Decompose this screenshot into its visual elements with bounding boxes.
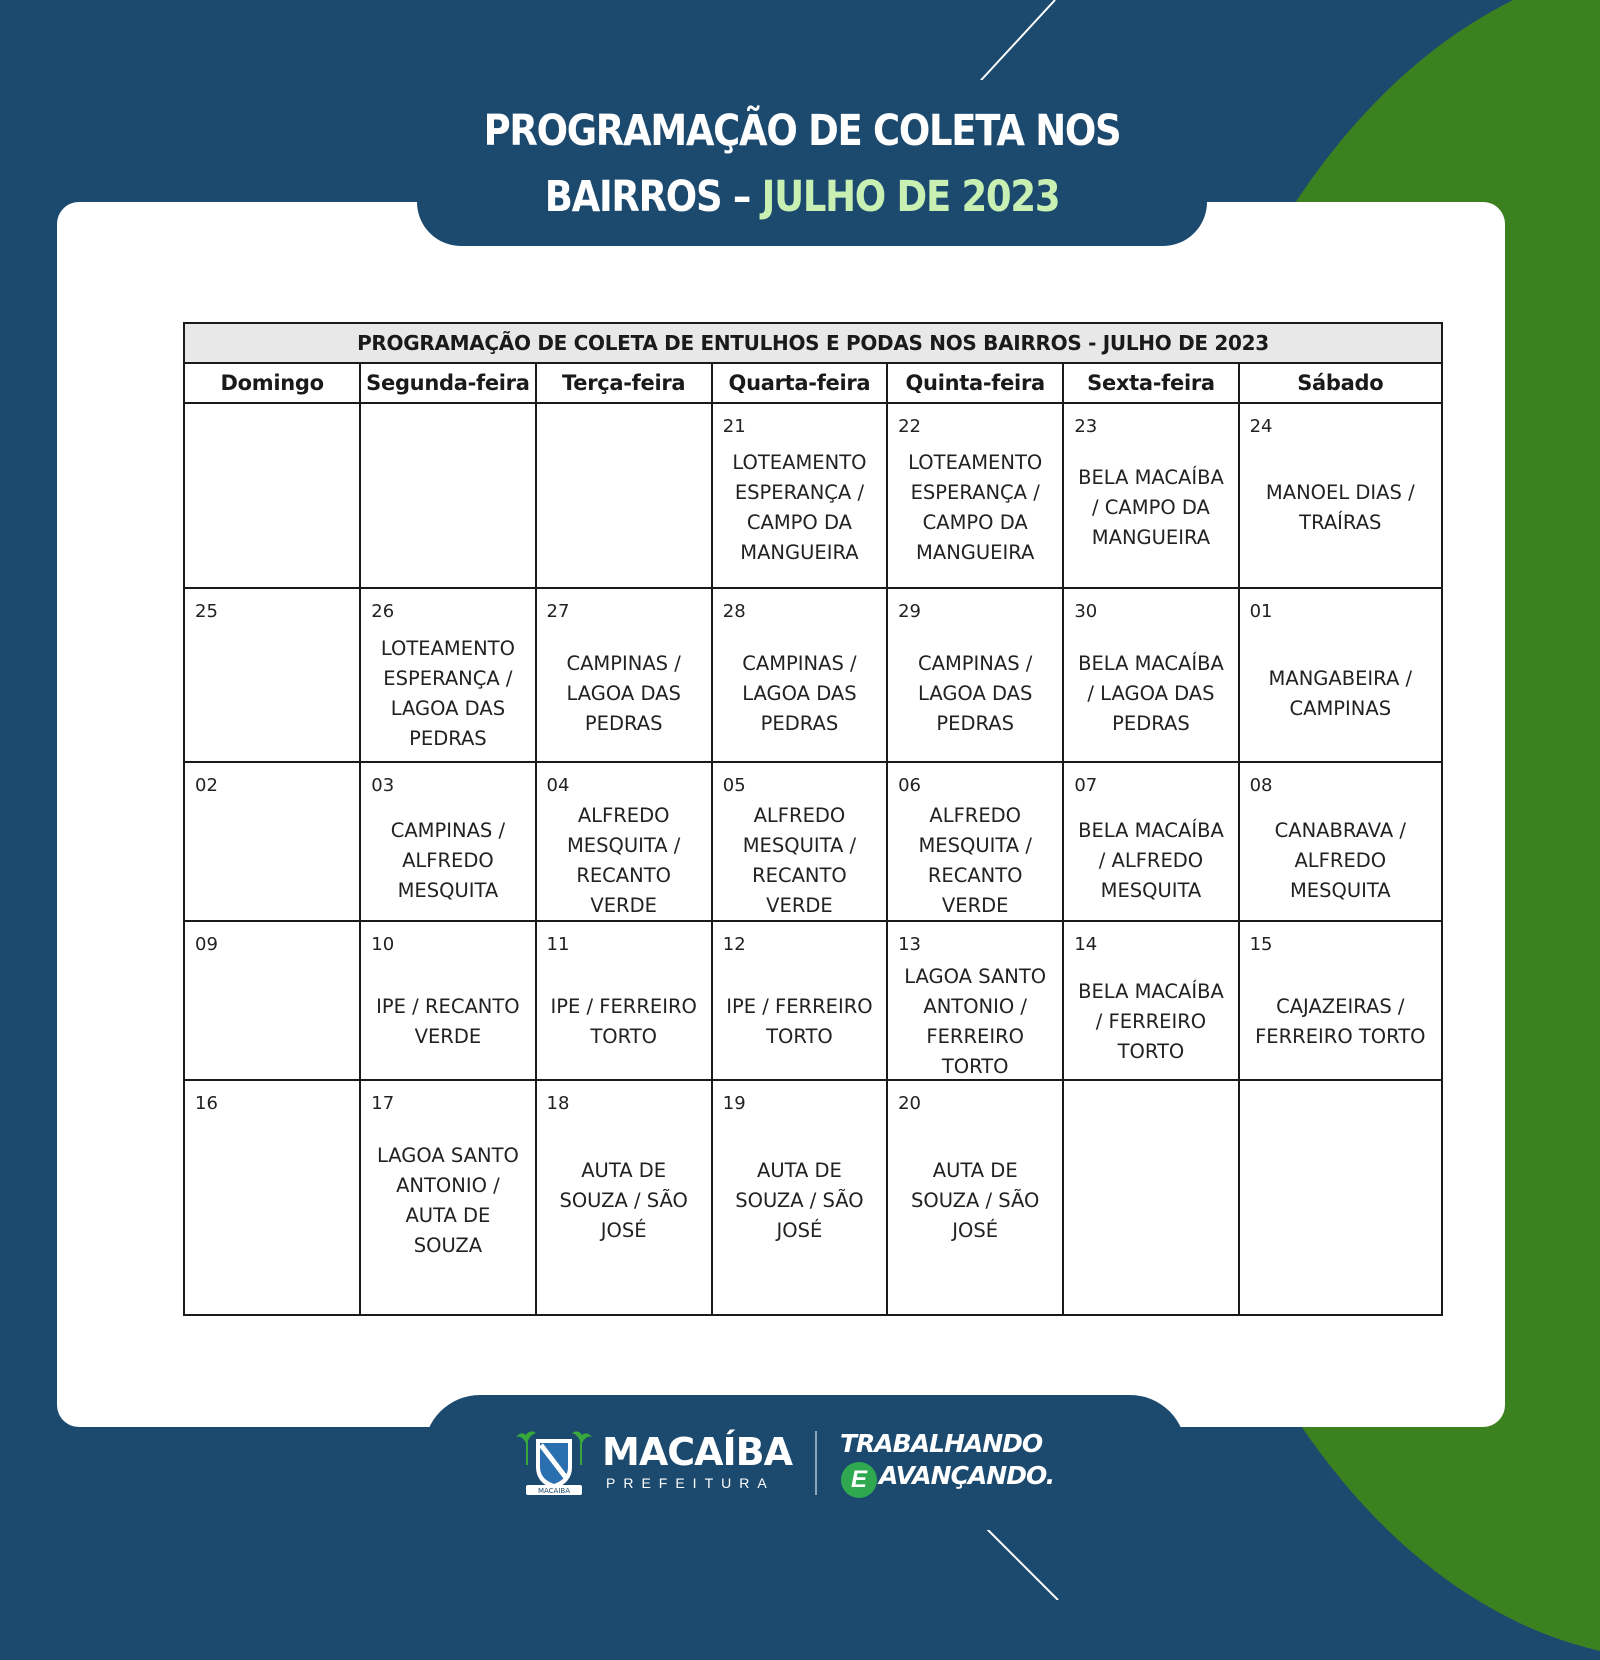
calendar-day-cell [887,403,1063,588]
neighborhood-names [193,801,351,921]
collection-schedule-table [183,322,1443,1316]
neighborhood-names: AUTA DE SOUZA / SÃO JOSÉ [910,1159,1040,1242]
neighborhood-names: AUTA DE SOUZA / SÃO JOSÉ [735,1159,864,1242]
slogan-line-2: AVANÇANDO. [879,1461,1055,1490]
day-number: 19 [722,1093,746,1114]
calendar-body [184,403,1442,1315]
calendar-day-cell [536,762,712,921]
calendar-day-cell [536,921,712,1080]
title-highlight: JULHO DE 2023 [761,172,1060,222]
calendar-day-cell [1063,762,1238,921]
neighborhood-names: LOTEAMENTO ESPERANÇA / CAMPO DA MANGUEIRA [908,451,1043,564]
title-prefix: BAIRROS – [544,172,762,222]
calendar-day-cell [712,403,887,588]
calendar-day-cell [1063,588,1238,762]
neighborhood-names [193,632,351,756]
calendar-day-cell [360,762,535,921]
day-number: 01 [1249,601,1273,622]
neighborhood-names: IPE / RECANTO VERDE [376,995,520,1048]
day-number: 20 [898,1093,921,1114]
day-number: 30 [1074,601,1098,622]
day-number: 29 [898,601,921,622]
neighborhood-names: MANGABEIRA / CAMPINAS [1268,667,1413,720]
neighborhood-names: LAGOA SANTO ANTONIO / AUTA DE SOUZA [376,1144,519,1257]
neighborhood-names: BELA MACAÍBA / FERREIRO TORTO [1078,980,1224,1063]
day-number: 10 [371,934,395,955]
neighborhood-names [193,448,351,568]
calendar-day-cell [887,1080,1063,1315]
calendar-day-cell [360,403,535,588]
calendar-day-cell [1239,403,1442,588]
neighborhood-names: CAMPINAS / LAGOA DAS PEDRAS [566,652,681,735]
day-number: 11 [546,934,570,955]
neighborhood-names: AUTA DE SOUZA / SÃO JOSÉ [559,1159,688,1242]
day-number: 06 [898,775,921,796]
calendar-day-cell [887,588,1063,762]
neighborhood-names [545,448,703,568]
calendar-day-cell [712,588,887,762]
calendar-week-row [184,403,1442,588]
day-number: 18 [546,1093,570,1114]
calendar-day-cell [1063,403,1238,588]
neighborhood-names: LOTEAMENTO ESPERANÇA / CAMPO DA MANGUEIRA [732,451,867,564]
day-number: 07 [1074,775,1098,796]
weekday-header: Quarta-feira [712,363,887,403]
day-number: 24 [1249,416,1273,437]
day-number: 28 [722,601,746,622]
calendar-week-row [184,1080,1442,1315]
page-title [471,98,1133,230]
calendar-day-cell [360,921,535,1080]
slogan-line-1: TRABALHANDO [840,1429,1043,1458]
calendar-day-cell [536,1080,712,1315]
neighborhood-names [1072,1139,1229,1263]
weekday-header-row [184,363,1442,403]
day-number: 27 [546,601,570,622]
day-number: 26 [371,601,395,622]
day-number: 09 [195,934,218,955]
calendar-week-row [184,588,1442,762]
day-number: 15 [1249,934,1273,955]
title-line-2 [471,164,1133,230]
calendar-day-cell [887,921,1063,1080]
neighborhood-names: CAJAZEIRAS / FERREIRO TORTO [1255,995,1426,1048]
calendar-day-cell [1239,762,1442,921]
calendar-day-cell [712,921,887,1080]
neighborhood-names: LAGOA SANTO ANTONIO / FERREIRO TORTO [904,965,1047,1078]
neighborhood-names [193,960,351,1084]
neighborhood-names: ALFREDO MESQUITA / RECANTO VERDE [566,804,681,917]
neighborhood-names: BELA MACAÍBA / ALFREDO MESQUITA [1078,819,1224,902]
neighborhood-names: IPE / FERREIRO TORTO [550,995,697,1048]
weekday-header: Domingo [184,363,360,403]
neighborhood-names [193,1139,351,1263]
calendar-day-cell [887,762,1063,921]
calendar-day-cell [360,1080,535,1315]
weekday-header: Sexta-feira [1063,363,1238,403]
calendar-day-cell [184,403,360,588]
neighborhood-names: CAMPINAS / LAGOA DAS PEDRAS [918,652,1033,735]
day-number: 17 [371,1093,395,1114]
calendar-day-cell [184,921,360,1080]
brand-name: MACAÍBA [602,1430,793,1474]
calendar-day-cell [712,762,887,921]
brand-subtitle: PREFEITURA [606,1475,775,1491]
day-number: 08 [1249,775,1273,796]
calendar-week-row [184,921,1442,1080]
calendar-week-row [184,762,1442,921]
neighborhood-names: CANABRAVA / ALFREDO MESQUITA [1274,819,1406,902]
weekday-header: Terça-feira [536,363,712,403]
neighborhood-names: ALFREDO MESQUITA / RECANTO VERDE [742,804,857,917]
neighborhood-names: BELA MACAÍBA / LAGOA DAS PEDRAS [1078,652,1224,735]
day-number: 12 [722,934,746,955]
day-number: 21 [722,416,746,437]
slogan-e-badge: E [841,1462,877,1498]
calendar-day-cell [360,588,535,762]
footer [424,1395,1186,1530]
neighborhood-names: ALFREDO MESQUITA / RECANTO VERDE [918,804,1032,917]
weekday-header: Segunda-feira [360,363,535,403]
neighborhood-names: MANOEL DIAS / TRAÍRAS [1265,481,1415,534]
neighborhood-names [1250,1139,1431,1263]
calendar-day-cell [184,1080,360,1315]
day-number: 05 [722,775,746,796]
day-number: 02 [195,775,218,796]
day-number: 22 [898,416,921,437]
calendar-day-cell [184,588,360,762]
day-number: 14 [1074,934,1098,955]
day-number: 13 [898,934,921,955]
calendar-day-cell [1239,921,1442,1080]
calendar-day-cell [536,588,712,762]
neighborhood-names: CAMPINAS / LAGOA DAS PEDRAS [742,652,857,735]
calendar-day-cell [1063,921,1238,1080]
calendar-day-cell [1239,1080,1442,1315]
neighborhood-names: CAMPINAS / ALFREDO MESQUITA [390,819,506,902]
weekday-header: Quinta-feira [887,363,1063,403]
footer-divider [815,1431,817,1495]
calendar-day-cell [536,403,712,588]
neighborhood-names: BELA MACAÍBA / CAMPO DA MANGUEIRA [1078,466,1224,549]
neighborhood-names: LOTEAMENTO ESPERANÇA / LAGOA DAS PEDRAS [380,637,515,750]
title-line-1: PROGRAMAÇÃO DE COLETA NOS [483,106,1121,156]
day-number: 25 [195,601,218,622]
macaiba-crest-logo [512,1425,596,1497]
weekday-header: Sábado [1239,363,1442,403]
day-number: 04 [546,775,570,796]
calendar-day-cell [1063,1080,1238,1315]
calendar-day-cell [1239,588,1442,762]
day-number: 03 [371,775,395,796]
calendar-day-cell [712,1080,887,1315]
neighborhood-names [369,448,526,568]
crest-banner-text: MACAIBA [537,1487,571,1495]
neighborhood-names: IPE / FERREIRO TORTO [726,995,873,1048]
day-number: 16 [195,1093,218,1114]
calendar-day-cell [184,762,360,921]
table-caption: PROGRAMAÇÃO DE COLETA DE ENTULHOS E PODAS NOS BAIRROS - JULHO DE 2023 [184,323,1442,363]
day-number: 23 [1074,416,1098,437]
